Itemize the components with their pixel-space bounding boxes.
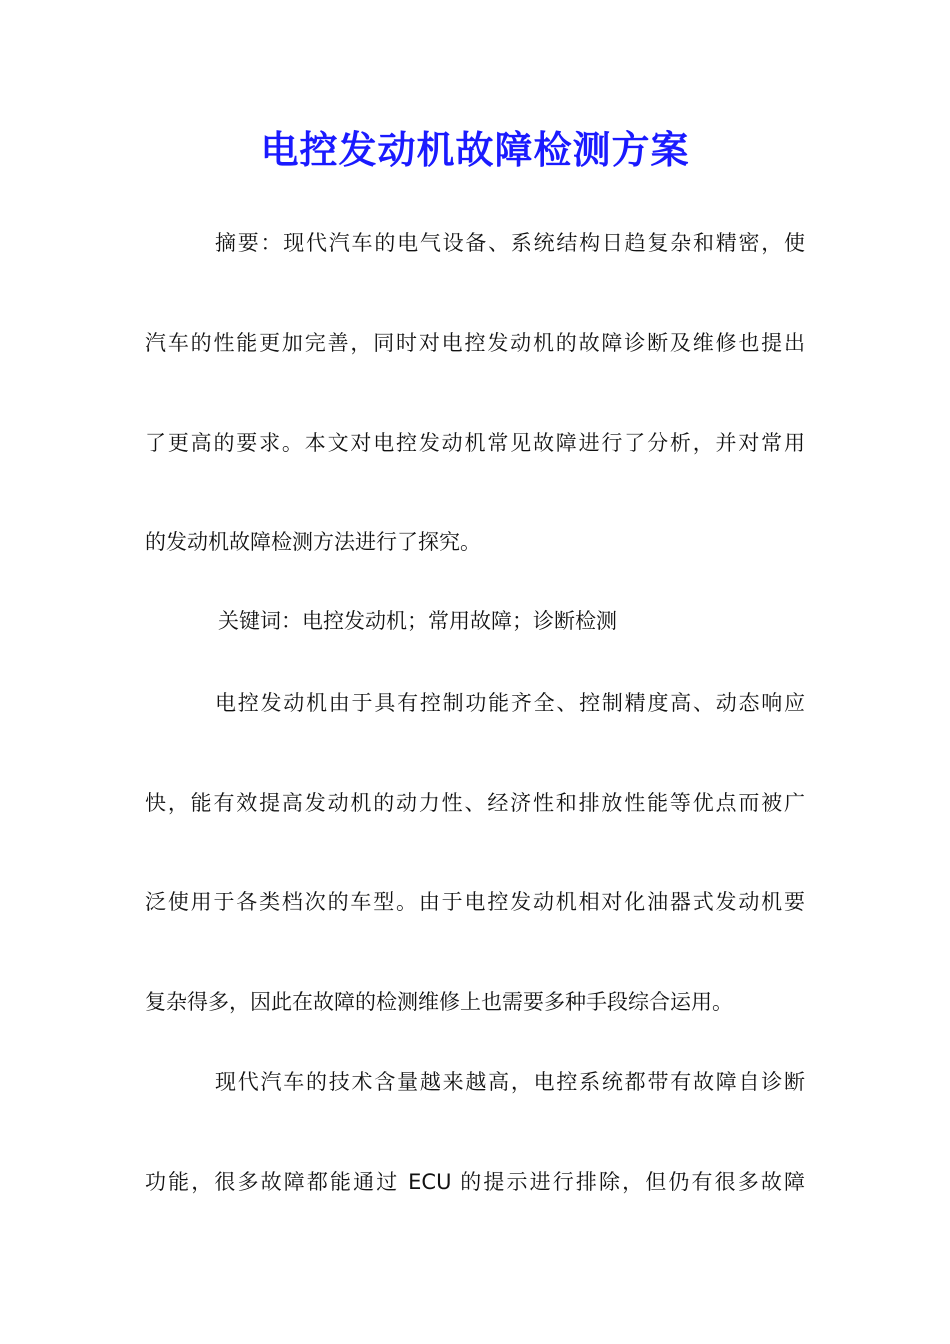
paragraph-1-line-1: 电控发动机由于具有控制功能齐全、控制精度高、动态响应 [215, 691, 805, 715]
document-title: 电控发动机故障检测方案 [260, 127, 690, 172]
abstract-line-1: 摘要：现代汽车的电气设备、系统结构日趋复杂和精密，使 [215, 231, 805, 255]
paragraph-2-line-1: 现代汽车的技术含量越来越高，电控系统都带有故障自诊断 [215, 1070, 805, 1094]
paragraph-1-line-2: 快，能有效提高发动机的动力性、经济性和排放性能等优点而被广 [145, 791, 805, 815]
abstract-line-2: 汽车的性能更加完善，同时对电控发动机的故障诊断及维修也提出 [145, 331, 805, 355]
keywords-line: 关键词：电控发动机；常用故障；诊断检测 [218, 609, 617, 633]
abstract-line-4: 的发动机故障检测方法进行了探究。 [145, 530, 481, 554]
paragraph-2-line-2: 功能，很多故障都能通过 ECU 的提示进行排除，但仍有很多故障 [145, 1170, 805, 1194]
paragraph-1-line-4: 复杂得多，因此在故障的检测维修上也需要多种手段综合运用。 [145, 990, 733, 1014]
abstract-line-3: 了更高的要求。本文对电控发动机常见故障进行了分析，并对常用 [145, 431, 805, 455]
paragraph-1-line-3: 泛使用于各类档次的车型。由于电控发动机相对化油器式发动机要 [145, 890, 805, 914]
